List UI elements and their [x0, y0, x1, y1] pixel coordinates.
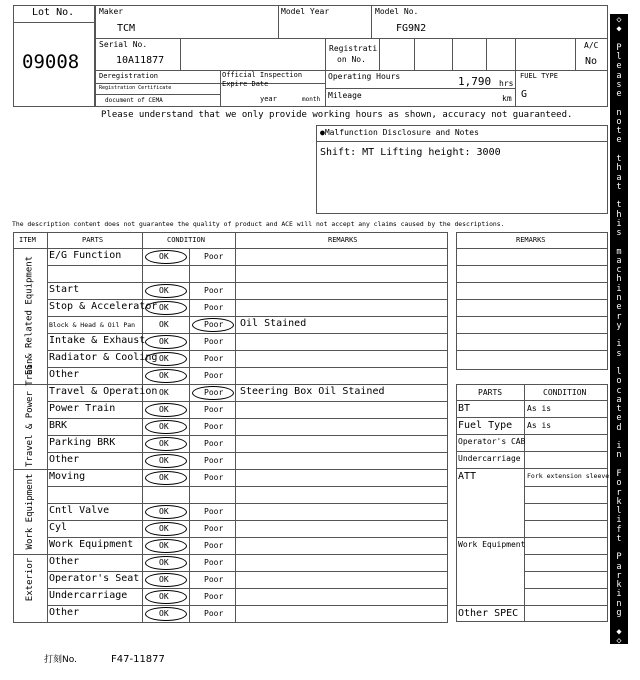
- condition-poor[interactable]: Poor: [204, 575, 224, 584]
- inspection-label-2: Expire Date: [222, 80, 269, 88]
- selected-ok-circle: [145, 352, 187, 366]
- row-divider: [47, 452, 448, 453]
- registration-no-label-1: Registrati: [329, 44, 378, 53]
- right-condition-header: CONDITION: [543, 388, 587, 397]
- month-label: month: [302, 96, 321, 103]
- right-parts-header: PARTS: [478, 388, 503, 397]
- condition-ok[interactable]: OK: [159, 252, 169, 261]
- condition-poor[interactable]: Poor: [204, 456, 224, 465]
- part-name: Stop & Accelerator: [49, 301, 158, 312]
- part-name: BRK: [49, 420, 68, 431]
- hrs-label: hrs: [499, 79, 514, 88]
- right-part-name: ATT: [458, 471, 477, 483]
- cema-document-label: document of CEMA: [105, 97, 163, 104]
- selected-ok-circle: [145, 471, 187, 485]
- parts-row-divider: [524, 520, 608, 521]
- maker-value: TCM: [117, 23, 136, 34]
- selected-ok-circle: [145, 250, 187, 264]
- remark-text: Steering Box Oil Stained: [240, 386, 385, 397]
- part-name: Start: [49, 284, 80, 295]
- row-divider: [13, 384, 448, 385]
- right-part-condition: As is: [527, 421, 552, 431]
- condition-poor[interactable]: Poor: [204, 371, 224, 380]
- condition-poor[interactable]: Poor: [204, 524, 224, 533]
- selected-ok-circle: [145, 573, 187, 587]
- right-remarks-header: REMARKS: [516, 236, 546, 244]
- stamp-label: 打刻No.: [44, 655, 77, 665]
- registration-certificate-label: Registration Certificate: [99, 85, 172, 91]
- part-name: Moving: [49, 471, 86, 482]
- part-name: Work Equipment: [49, 539, 134, 550]
- condition-ok[interactable]: OK: [159, 388, 169, 397]
- part-name: Undercarriage: [49, 590, 128, 601]
- condition-ok[interactable]: OK: [159, 541, 169, 550]
- row-divider: [47, 333, 448, 334]
- selected-poor-circle: [192, 318, 234, 332]
- year-label: year: [260, 95, 277, 103]
- row-divider: [47, 265, 448, 266]
- deregistration-label: Deregistration: [99, 72, 159, 80]
- lot-number: 09008: [22, 51, 80, 73]
- serial-no-label: Serial No.: [99, 40, 148, 49]
- remarks-header: REMARKS: [328, 236, 358, 244]
- part-name: Intake & Exhaust: [49, 335, 146, 346]
- selected-ok-circle: [145, 420, 187, 434]
- condition-ok[interactable]: OK: [159, 286, 169, 295]
- row-divider: [47, 605, 448, 606]
- parts-row-divider: [524, 571, 608, 572]
- row-divider: [47, 367, 448, 368]
- condition-ok[interactable]: OK: [159, 405, 169, 414]
- model-year-label: Model Year: [281, 7, 330, 16]
- condition-ok[interactable]: OK: [159, 575, 169, 584]
- selected-ok-circle: [145, 607, 187, 621]
- right-part-name: Undercarriage: [458, 454, 521, 464]
- right-part-name: BT: [458, 403, 471, 414]
- condition-poor[interactable]: Poor: [204, 354, 224, 363]
- condition-poor[interactable]: Poor: [204, 405, 224, 414]
- parts-row-divider: [456, 434, 608, 435]
- lot-no-label: Lot No.: [32, 7, 75, 18]
- part-name: Other: [49, 607, 80, 618]
- disclaimer: The description content does not guarantee the quality of product and ACE will not accept any claims caused by the descriptions.: [12, 220, 505, 228]
- condition-ok[interactable]: OK: [159, 422, 169, 431]
- selected-ok-circle: [145, 403, 187, 417]
- row-divider: [47, 282, 448, 283]
- selected-ok-circle: [145, 556, 187, 570]
- row-divider: [47, 571, 448, 572]
- operating-hours-value: 1,790: [458, 75, 492, 88]
- parts-row-divider: [456, 537, 608, 538]
- item-header: ITEM: [19, 236, 36, 244]
- group-label: Exterior: [24, 557, 35, 601]
- km-label: km: [502, 94, 512, 103]
- parts-row-divider: [456, 451, 608, 452]
- part-name: Travel & Operation: [49, 386, 158, 397]
- part-name: E/G Function: [49, 250, 122, 261]
- malfunction-box: [316, 125, 608, 214]
- condition-poor[interactable]: Poor: [204, 388, 224, 397]
- selected-ok-circle: [145, 505, 187, 519]
- remarks-row-divider: [456, 316, 608, 317]
- ac-label: A/C: [584, 41, 599, 50]
- selected-ok-circle: [145, 539, 187, 553]
- row-divider: [47, 299, 448, 300]
- right-part-name: Other SPEC: [458, 608, 519, 620]
- part-name: Block & Head & Oil Pan: [49, 321, 136, 329]
- model-no-label: Model No.: [375, 7, 419, 16]
- condition-header: CONDITION: [167, 236, 205, 244]
- condition-poor[interactable]: Poor: [204, 609, 224, 618]
- condition-ok[interactable]: OK: [159, 507, 169, 516]
- condition-poor[interactable]: Poor: [204, 541, 224, 550]
- parts-row-divider: [524, 486, 608, 487]
- row-divider: [13, 554, 448, 555]
- right-part-name: Fuel Type: [458, 420, 513, 432]
- selected-ok-circle: [145, 454, 187, 468]
- row-divider: [47, 537, 448, 538]
- row-divider: [47, 316, 448, 317]
- selected-poor-circle: [192, 386, 234, 400]
- condition-poor[interactable]: Poor: [204, 303, 224, 312]
- parts-header: PARTS: [82, 236, 104, 244]
- condition-ok[interactable]: OK: [159, 456, 169, 465]
- remark-text: Oil Stained: [240, 318, 307, 329]
- right-part-condition: As is: [527, 404, 552, 413]
- condition-poor[interactable]: Poor: [204, 439, 224, 448]
- part-name: Power Train: [49, 403, 116, 414]
- right-part-name: Operator's CAB: [458, 437, 526, 447]
- condition-ok[interactable]: OK: [159, 354, 169, 363]
- selected-ok-circle: [145, 590, 187, 604]
- condition-ok[interactable]: OK: [159, 592, 169, 601]
- side-banner-text: ◇ ◆ P l e a s e n o t e t h a t t h i s m a c h i n e r y i s l o c a t e d i n F o r k l i f t P a r k i n g ◆ ◇: [616, 15, 622, 646]
- group-label: EG & Related Equipment: [24, 255, 35, 376]
- group-label: Travel & Power Train: [24, 358, 35, 467]
- remarks-row-divider: [456, 299, 608, 300]
- condition-poor[interactable]: Poor: [204, 592, 224, 601]
- malfunction-text: Shift: MT Lifting height: 3000: [320, 147, 501, 158]
- condition-ok[interactable]: OK: [159, 439, 169, 448]
- part-name: Parking BRK: [49, 437, 116, 448]
- condition-ok[interactable]: OK: [159, 303, 169, 312]
- condition-ok[interactable]: OK: [159, 337, 169, 346]
- selected-ok-circle: [145, 437, 187, 451]
- right-part-condition: Fork extension sleeve: [527, 472, 610, 481]
- parts-row-divider: [456, 605, 608, 606]
- condition-ok[interactable]: OK: [159, 524, 169, 533]
- condition-poor[interactable]: Poor: [204, 252, 224, 261]
- malfunction-title: ●Malfunction Disclosure and Notes: [320, 128, 479, 137]
- row-divider: [47, 486, 448, 487]
- selected-ok-circle: [145, 301, 187, 315]
- part-name: Operator's Seat: [49, 573, 140, 584]
- condition-poor[interactable]: Poor: [204, 337, 224, 346]
- mileage-label: Mileage: [328, 91, 362, 100]
- condition-ok[interactable]: OK: [159, 558, 169, 567]
- condition-ok[interactable]: OK: [159, 609, 169, 618]
- condition-ok[interactable]: OK: [159, 320, 169, 329]
- selected-ok-circle: [145, 284, 187, 298]
- remarks-row-divider: [456, 265, 608, 266]
- condition-ok[interactable]: OK: [159, 473, 169, 482]
- remarks-row-divider: [456, 282, 608, 283]
- selected-ok-circle: [145, 335, 187, 349]
- inspection-label-1: Official Inspection: [222, 71, 303, 79]
- row-divider: [13, 469, 448, 470]
- part-name: Other: [49, 454, 80, 465]
- condition-poor[interactable]: Poor: [204, 286, 224, 295]
- side-banner: [610, 14, 628, 644]
- row-divider: [47, 588, 448, 589]
- condition-poor[interactable]: Poor: [204, 422, 224, 431]
- working-hours-note: Please understand that we only provide working hours as shown, accuracy not guaranteed.: [101, 110, 573, 120]
- row-divider: [47, 350, 448, 351]
- row-divider: [47, 520, 448, 521]
- parts-row-divider: [524, 554, 608, 555]
- maker-label: Maker: [99, 7, 124, 16]
- serial-no-value: 10A11877: [116, 55, 165, 66]
- row-divider: [47, 435, 448, 436]
- model-no-value: FG9N2: [396, 23, 427, 34]
- operating-hours-label: Operating Hours: [328, 72, 401, 81]
- registration-no-label-2: on No.: [337, 55, 366, 64]
- parts-row-divider: [524, 588, 608, 589]
- condition-ok[interactable]: OK: [159, 371, 169, 380]
- fuel-type-value: G: [521, 89, 528, 100]
- condition-poor[interactable]: Poor: [204, 473, 224, 482]
- selected-ok-circle: [145, 522, 187, 536]
- group-label: Work Equipment: [24, 473, 35, 549]
- part-name: Cntl Valve: [49, 505, 110, 516]
- condition-poor[interactable]: Poor: [204, 320, 224, 329]
- part-name: Radiator & Cooling: [49, 352, 158, 363]
- fuel-type-label: FUEL TYPE: [520, 72, 558, 80]
- row-divider: [47, 401, 448, 402]
- right-part-name: Work Equipment: [458, 539, 526, 549]
- row-divider: [47, 503, 448, 504]
- condition-poor[interactable]: Poor: [204, 558, 224, 567]
- parts-row-divider: [456, 417, 608, 418]
- remarks-row-divider: [456, 350, 608, 351]
- parts-row-divider: [456, 468, 608, 469]
- selected-ok-circle: [145, 369, 187, 383]
- ac-value: No: [585, 56, 598, 67]
- part-name: Other: [49, 556, 80, 567]
- remarks-row-divider: [456, 333, 608, 334]
- part-name: Other: [49, 369, 80, 380]
- part-name: Cyl: [49, 522, 68, 533]
- stamp-number: F47-11877: [111, 654, 165, 665]
- condition-poor[interactable]: Poor: [204, 507, 224, 516]
- row-divider: [47, 418, 448, 419]
- parts-row-divider: [524, 503, 608, 504]
